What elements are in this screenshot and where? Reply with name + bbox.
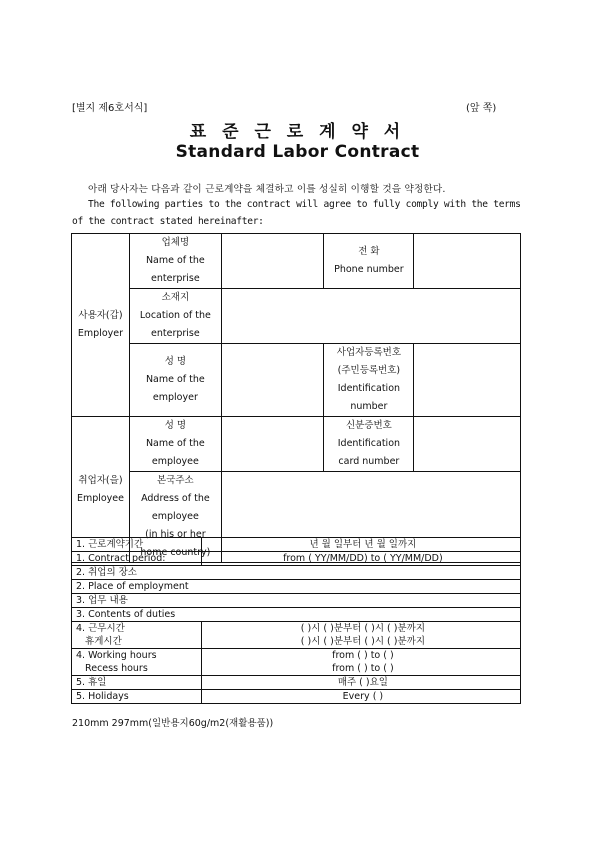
enterprise-name-field[interactable] [221, 234, 324, 289]
period-label-ko: 1. 근로계약기간 [72, 538, 202, 552]
enterprise-name-en1: Name of the [145, 255, 205, 266]
holiday-field-ko[interactable]: 매주 ( )요일 [201, 676, 520, 690]
place-label-ko: 2. 취업의 장소 [72, 566, 521, 580]
employer-label [72, 234, 130, 417]
employee-label-en: Employee [76, 492, 124, 504]
recess-label-en: Recess hours [72, 662, 202, 676]
hours-label-en: 4. Working hours [72, 649, 202, 663]
holiday-label-ko: 5. 휴일 [72, 676, 202, 690]
registration-en1: Identification [337, 383, 401, 394]
registration-en2: number [350, 401, 388, 412]
employer-label-en: Employer [77, 328, 124, 339]
registration-field[interactable] [414, 344, 521, 417]
intro-english-line2: of the contract stated hereinafter: [72, 216, 264, 227]
phone-field[interactable] [414, 234, 521, 289]
id-card-en1: Identification [337, 438, 401, 449]
terms-table [71, 537, 521, 704]
location-label [129, 289, 221, 344]
registration-ko1: 사업자등록번호 [336, 347, 402, 358]
period-field-en[interactable]: from ( YY/MM/DD) to ( YY/MM/DD) [201, 552, 520, 566]
paper-spec-footer: 210mm 297mm(일반용지60g/m2(재활용품)) [72, 718, 274, 729]
hours-field-ko[interactable]: ( )시 ( )분부터 ( )시 ( )분까지 [201, 622, 520, 636]
enterprise-name-label [129, 234, 221, 289]
address-en2: employee [151, 511, 199, 522]
hours-field-en[interactable]: from ( ) to ( ) [201, 649, 520, 663]
enterprise-name-ko: 업체명 [161, 237, 190, 248]
employee-label-ko: 취업자(을) [78, 474, 123, 486]
phone-ko: 전 화 [358, 246, 380, 257]
holiday-field-en[interactable]: Every ( ) [201, 690, 520, 704]
id-card-ko: 신분증번호 [345, 420, 392, 431]
id-card-en2: card number [338, 456, 400, 467]
employee-name-en2: employee [151, 456, 199, 467]
employee-name-en1: Name of the [145, 438, 205, 449]
recess-field-en[interactable]: from ( ) to ( ) [201, 662, 520, 676]
title-english: Standard Labor Contract [175, 142, 420, 162]
employee-name-field[interactable] [221, 417, 324, 472]
intro-english-line1: The following parties to the contract will agree to fully comply with the terms [88, 199, 521, 210]
address-en1: Address of the [141, 493, 210, 504]
location-ko: 소재지 [161, 292, 190, 303]
page-side: (앞 쪽) [466, 103, 497, 114]
address-en4: home country) [140, 547, 211, 558]
registration-ko2: (주민등록번호) [337, 365, 401, 376]
id-card-label [324, 417, 414, 472]
employer-name-field[interactable] [221, 344, 324, 417]
employee-name-label [129, 417, 221, 472]
employer-label-ko: 사용자(갑) [78, 310, 123, 321]
recess-label-ko: 휴게시간 [72, 635, 202, 649]
phone-label [324, 234, 414, 289]
location-en1: Location of the [139, 310, 211, 321]
duties-label-ko: 3. 업무 내용 [72, 594, 521, 608]
duties-label-en: 3. Contents of duties [72, 608, 521, 622]
employer-name-ko: 성 명 [164, 356, 187, 367]
employer-name-label [129, 344, 221, 417]
place-label-en: 2. Place of employment [72, 580, 521, 594]
location-en2: enterprise [151, 328, 200, 339]
enterprise-name-en2: enterprise [151, 273, 200, 284]
location-field[interactable] [221, 289, 520, 344]
address-en3: (in his or her [145, 529, 206, 540]
employer-name-en2: employer [152, 392, 198, 403]
recess-field-ko[interactable]: ( )시 ( )분부터 ( )시 ( )분까지 [201, 635, 520, 649]
holiday-label-en: 5. Holidays [72, 690, 202, 704]
phone-en: Phone number [334, 264, 404, 275]
employee-name-ko: 성 명 [164, 420, 187, 431]
period-field-ko[interactable]: 년 월 일부터 년 월 일까지 [201, 538, 520, 552]
intro-korean: 아래 당사자는 다음과 같이 근로계약을 체결하고 이를 성실히 이행할 것을 약정한다. [88, 184, 446, 195]
form-number: [별지 제6호서식] [72, 103, 148, 114]
address-ko: 본국주소 [157, 475, 194, 486]
parties-table [71, 233, 521, 563]
id-card-field[interactable] [414, 417, 521, 472]
period-label-en: 1. Contract period: [72, 552, 202, 566]
employer-name-en1: Name of the [145, 374, 205, 385]
hours-label-ko: 4. 근무시간 [72, 622, 202, 636]
title-korean: 표 준 근 로 계 약 서 [189, 122, 406, 142]
registration-label [324, 344, 414, 417]
